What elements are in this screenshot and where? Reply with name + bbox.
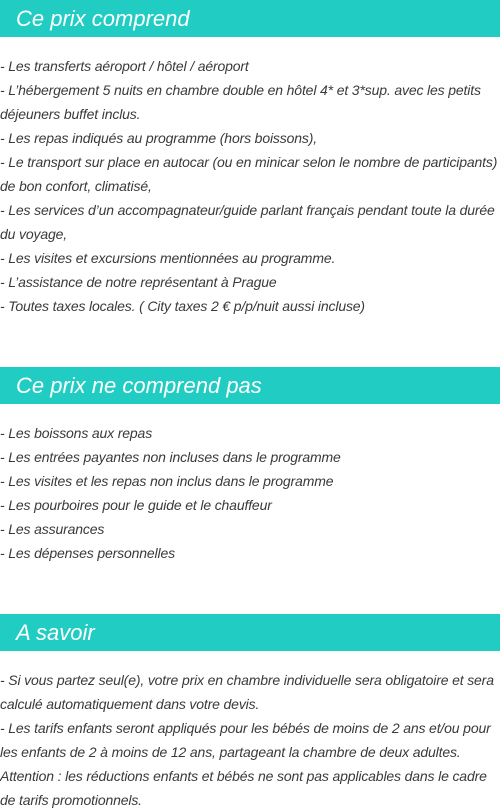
included-list xyxy=(0,54,500,318)
list-item: - Les repas indiqués au programme (hors boissons), xyxy=(0,130,317,146)
list-item: - Les services d’un accompagnateur/guide parlant français pendant toute la durée du voyage, xyxy=(0,202,495,242)
list-item: - Les tarifs enfants seront appliqués pour les bébés de moins de 2 ans et/ou pour les enfants de 2 à moins de 12 ans, partageant la chambre de deux adultes. xyxy=(0,720,491,760)
list-item: - Le transport sur place en autocar (ou en minicar selon le nombre de participants) de bon confort, climatisé, xyxy=(0,154,498,194)
list-item: - Les dépenses personnelles xyxy=(0,545,175,561)
list-item: - Toutes taxes locales. ( City taxes 2 € p/p/nuit aussi incluse) xyxy=(0,298,365,314)
list-item: - L’hébergement 5 nuits en chambre double en hôtel 4* et 3*sup. avec les petits déjeuners buffet inclus. xyxy=(0,82,481,122)
list-item: - Les transferts aéroport / hôtel / aéroport xyxy=(0,58,249,74)
list-item: - Si vous partez seul(e), votre prix en chambre individuelle sera obligatoire et sera calculé automatiquement dans votre devis. xyxy=(0,672,494,712)
section-title-to-know: A savoir xyxy=(0,614,500,651)
list-item: - Les assurances xyxy=(0,521,105,537)
list-item: - L’assistance de notre représentant à Prague xyxy=(0,274,277,290)
section-included xyxy=(0,0,500,318)
section-title-included: Ce prix comprend xyxy=(0,0,500,37)
list-item: - Les pourboires pour le guide et le chauffeur xyxy=(0,497,272,513)
list-item: - Les entrées payantes non incluses dans le programme xyxy=(0,449,341,465)
list-item: - Les boissons aux repas xyxy=(0,425,153,441)
list-item: - Les visites et excursions mentionnées au programme. xyxy=(0,250,336,266)
list-item: Attention : les réductions enfants et bébés ne sont pas applicables dans le cadre de tarifs promotionnels. xyxy=(0,768,487,808)
not-included-list xyxy=(0,421,500,565)
to-know-list xyxy=(0,668,500,812)
section-title-not-included: Ce prix ne comprend pas xyxy=(0,367,500,404)
list-item: - Les visites et les repas non inclus dans le programme xyxy=(0,473,334,489)
section-to-know xyxy=(0,614,500,812)
section-not-included xyxy=(0,367,500,565)
